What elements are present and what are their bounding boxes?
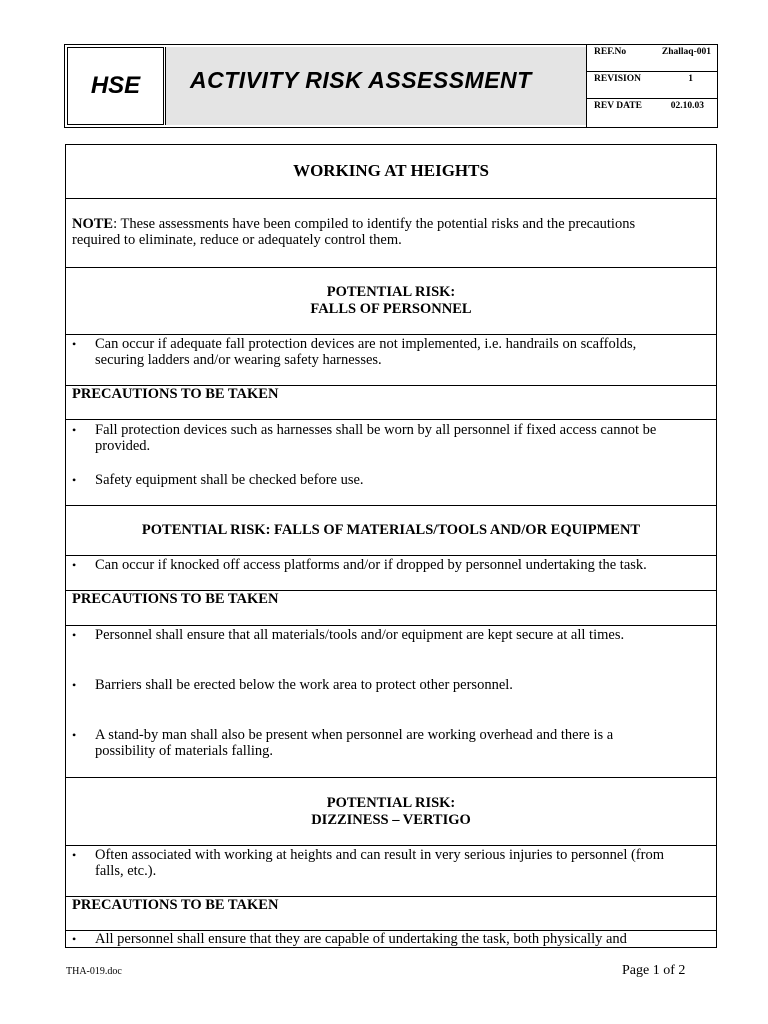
precautions-row: [66, 420, 716, 506]
risk-heading-line: POTENTIAL RISK:: [326, 795, 456, 811]
precautions-heading-row: [66, 591, 716, 626]
section-title: WORKING AT HEIGHTS: [293, 161, 489, 180]
list-item-text: Personnel shall ensure that all materials/tools and/or equipment are kept secure at all times.: [95, 627, 625, 643]
precautions-row: [66, 931, 716, 947]
precautions-heading: PRECAUTIONS TO BE TAKEN: [72, 386, 279, 402]
revision-value: 1: [688, 74, 693, 84]
reference-block: [586, 45, 716, 127]
note-text: : These assessments have been compiled to identify the potential risks and the precautions: [113, 216, 636, 232]
risk-cause-row: [66, 334, 716, 386]
ref-value: Zhallaq-001: [661, 47, 711, 57]
risk-heading-row: [66, 778, 716, 846]
bullet-icon: •: [72, 337, 77, 351]
list-item-line: possibility of materials falling.: [95, 743, 274, 759]
list-item-text: [95, 336, 705, 368]
list-item-text: Can occur if knocked off access platforms and/or if dropped by personnel undertaking the task.: [95, 557, 647, 573]
note-paragraph: [66, 216, 718, 248]
document-header: [64, 44, 718, 128]
list-item-text: All personnel shall ensure that they are capable of undertaking the task, both physically and: [95, 931, 627, 947]
bullet-icon: •: [72, 558, 77, 572]
bullet-icon: •: [72, 628, 77, 642]
page-number: Page 1 of 2: [622, 963, 686, 978]
bullet-icon: •: [72, 423, 77, 437]
bullet-icon: •: [72, 728, 77, 742]
risk-heading-line: POTENTIAL RISK:: [326, 284, 456, 300]
rev-date-label: REV DATE: [594, 101, 642, 111]
risk-heading: POTENTIAL RISK: FALLS OF MATERIALS/TOOLS AND/OR EQUIPMENT: [141, 522, 641, 538]
list-item-text: Barriers shall be erected below the work area to protect other personnel.: [95, 677, 513, 693]
bullet-icon: •: [72, 473, 77, 487]
precautions-heading-row: [66, 897, 716, 931]
risk-heading-row: [66, 506, 716, 556]
rev-date-value: 02.10.03: [670, 101, 704, 111]
risk-heading-line: DIZZINESS – VERTIGO: [311, 812, 471, 828]
bullet-icon: •: [72, 678, 77, 692]
list-item-line: A stand-by man shall also be present when personnel are working overhead and there is a: [95, 727, 614, 743]
precautions-row: [66, 626, 716, 778]
risk-cause-row: [66, 556, 716, 591]
list-item-text: [95, 422, 705, 454]
list-item-line: Fall protection devices such as harnesses shall be worn by all personnel if fixed access cannot be: [95, 422, 657, 438]
note-label: NOTE: [72, 216, 114, 232]
ref-row: [587, 45, 717, 72]
list-item-line: falls, etc.).: [95, 863, 157, 879]
list-item-line: provided.: [95, 438, 151, 454]
list-item-text: [95, 727, 705, 759]
list-item-line: Can occur if adequate fall protection devices are not implemented, i.e. handrails on scaffolds,: [95, 336, 637, 352]
title-row: [66, 145, 716, 199]
bullet-icon: •: [72, 848, 77, 862]
bullet-icon: •: [72, 932, 77, 946]
list-item-line: securing ladders and/or wearing safety harnesses.: [95, 352, 382, 368]
revision-label: REVISION: [594, 74, 641, 84]
note-row: [66, 199, 716, 268]
precautions-heading: PRECAUTIONS TO BE TAKEN: [72, 591, 279, 607]
ref-label: REF.No: [594, 47, 627, 57]
precautions-heading-row: [66, 386, 716, 420]
note-text-2: required to eliminate, reduce or adequately control them.: [72, 232, 402, 248]
footer-filename: THA-019.doc: [66, 966, 122, 977]
document-title: ACTIVITY RISK ASSESSMENT: [190, 67, 532, 93]
risk-heading: [66, 795, 716, 829]
precautions-heading: PRECAUTIONS TO BE TAKEN: [72, 897, 279, 913]
risk-cause-row: [66, 846, 716, 897]
list-item-text: Safety equipment shall be checked before use.: [95, 472, 364, 488]
risk-heading-line: FALLS OF PERSONNEL: [310, 301, 472, 317]
org-label: HSE: [67, 47, 164, 125]
list-item-line: Often associated with working at heights and can result in very serious injuries to personnel (from: [95, 847, 664, 863]
risk-heading: [66, 284, 716, 318]
header-title-box: [165, 47, 586, 125]
assessment-table: [65, 144, 717, 948]
risk-heading-row: [66, 267, 716, 335]
revision-row: [587, 72, 717, 99]
rev-date-row: [587, 99, 717, 126]
list-item-text: [95, 847, 705, 879]
